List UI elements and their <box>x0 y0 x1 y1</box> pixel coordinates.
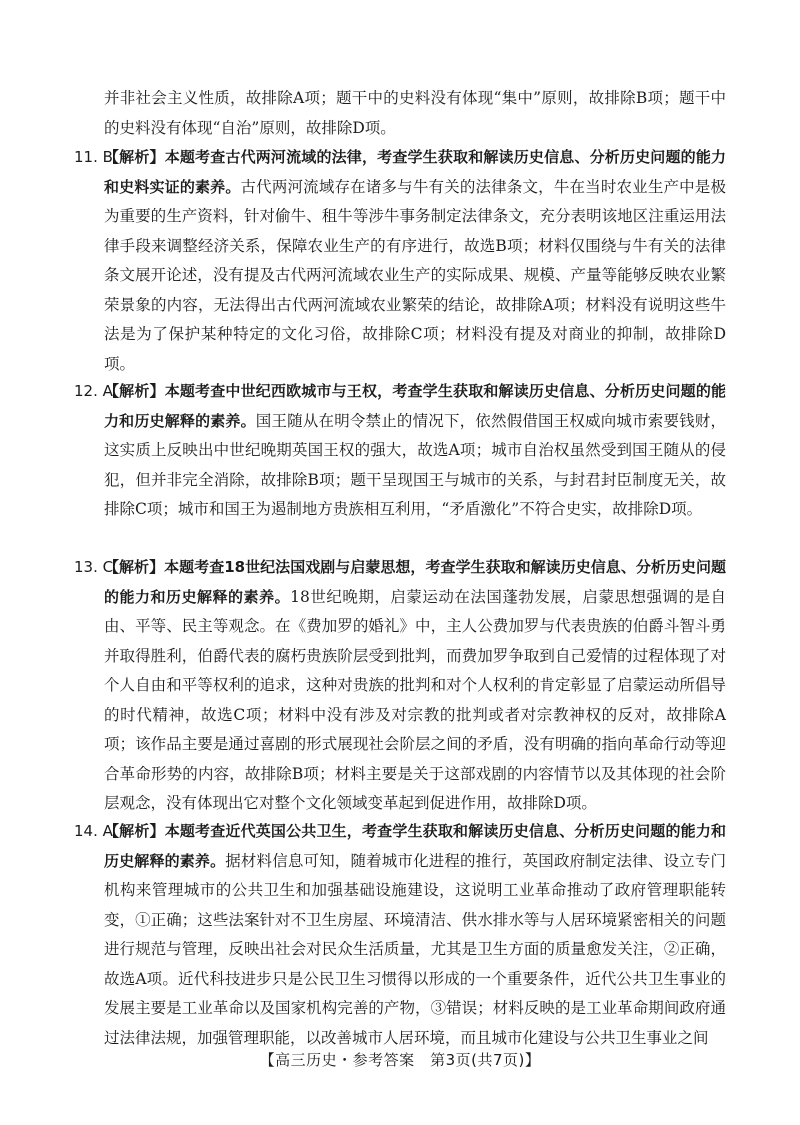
item-analysis-tag: 【解析】本题考查中世纪西欧城市与王权，考查学生获取和解读历史信息、分析历史问题的能力和历史解释的素养。 <box>104 382 726 430</box>
footer-text: 【高三历史・参考答案 第3页(共7页)】 <box>259 1051 541 1069</box>
item-body <box>104 553 726 819</box>
page-footer <box>0 1049 800 1070</box>
item-analysis-text: 国王随从在明令禁止的情况下，依然假借国王权威向城市索要钱财，这实质上反映出中世纪晚期英国王权的强大，故选A项；城市自治权虽然受到国王随从的侵犯，但并非完全消除，故排除B项；题干呈现国王与城市的关系，与封君封臣制度无关，故排除C项；城市和国王为遏制地方贵族相互利用，“矛盾激化”不符合史实，故排除D项。 <box>104 411 726 518</box>
item-body <box>104 817 726 1053</box>
answer-item-14 <box>74 817 726 1053</box>
intro-paragraph <box>104 84 726 143</box>
item-body <box>104 377 726 525</box>
item-number: 14. A <box>74 822 113 840</box>
item-analysis-text: 据材料信息可知，随着城市化进程的推行，英国政府制定法律、设立专门机构来管理城市的公共卫生和加强基础设施建设，这说明工业革命推动了政府管理职能转变，①正确；这些法案针对不卫生房屋、环境清洁、供水排水等与人居环境紧密相关的问题进行规范与管理，反映出社会对民众生活质量，尤其是卫生方面的质量愈发关注，②正确，故选A项。近代科技进步只是公民卫生习惯得以形成的一个重要条件，近代公共卫生事业的发展主要是工业革命以及国家机构完善的产物，③错误；材料反映的是工业革命期间政府通过法律法规，加强管理职能，以改善城市人居环境，而且城市化建设与公共卫生事业之间 <box>104 851 726 1047</box>
item-analysis-text: 18世纪晚期，启蒙运动在法国蓬勃发展，启蒙思想强调的是自由、平等、民主等观念。在《费加罗的婚礼》中，主人公费加罗与代表贵族的伯爵斗智斗勇并取得胜利，伯爵代表的腐朽贵族阶层受到批判，而费加罗争取到自己爱情的过程体现了对个人自由和平等权利的追求，这种对贵族的批判和对个人权利的肯定彰显了启蒙运动所倡导的时代精神，故选C项；材料中没有涉及对宗教的批判或者对宗教神权的反对，故排除A项；该作品主要是通过喜剧的形式展现社会阶层之间的矛盾，没有明确的指向革命行动等迎合革命形势的内容，故排除B项；材料主要是关于这部戏剧的内容情节以及其体现的社会阶层观念，没有体现出它对整个文化领域变革起到促进作用，故排除D项。 <box>104 587 726 812</box>
item-analysis-tag: 【解析】本题考查18世纪法国戏剧与启蒙思想，考查学生获取和解读历史信息、分析历史问题的能力和历史解释的素养。 <box>104 558 726 606</box>
answer-item-11 <box>74 143 726 379</box>
item-analysis-tag: 【解析】本题考查近代英国公共卫生，考查学生获取和解读历史信息、分析历史问题的能力和历史解释的素养。 <box>104 822 726 870</box>
item-analysis-tag: 【解析】本题考查古代两河流域的法律，考查学生获取和解读历史信息、分析历史问题的能力和史料实证的素养。 <box>104 148 726 196</box>
item-body <box>104 143 726 379</box>
item-number: 13. C <box>74 558 114 576</box>
item-number: 11. B <box>74 148 113 166</box>
intro-text: 并非社会主义性质，故排除A项；题干中的史料没有体现“集中”原则，故排除B项；题干中的史料没有体现“自治”原则，故排除D项。 <box>104 89 726 137</box>
answer-item-12 <box>74 377 726 525</box>
item-number: 12. A <box>74 382 113 400</box>
item-analysis-text: 古代两河流域存在诸多与牛有关的法律条文，牛在当时农业生产中是极为重要的生产资料，针对偷牛、租牛等涉牛事务制定法律条文，充分表明该地区注重运用法律手段来调整经济关系，保障农业生产的有序进行，故选B项；材料仅围绕与牛有关的法律条文展开论述，没有提及古代两河流域农业生产的实际成果、规模、产量等能够反映农业繁荣景象的内容，无法得出古代两河流域农业繁荣的结论，故排除A项；材料没有说明这些牛法是为了保护某种特定的文化习俗，故排除C项；材料没有提及对商业的抑制，故排除D项。 <box>104 177 726 373</box>
answer-item-13 <box>74 553 726 819</box>
